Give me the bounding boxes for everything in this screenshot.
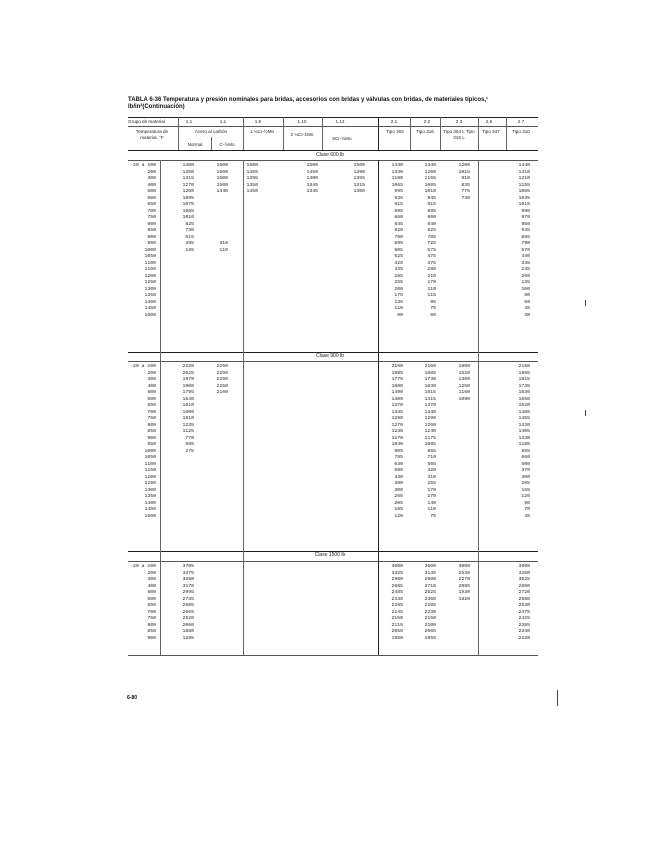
header-divider [440,117,441,150]
header-5cr: 5Cr-½Mo [332,136,352,141]
header-group-2-1: 2.1 [390,119,398,124]
col-c8-600: 1200 1015 910 835 775 730 [458,163,470,201]
class-900-rule [128,361,538,362]
col-c1-1500: 3705 3375 3280 3170 2995 2735 2685 2665 2520 2060 1880 1285 [182,564,194,641]
col-c8-900: 1800 1520 1360 1250 1160 1090 [458,364,470,402]
col-c2-600: 1500 1500 1500 1500 1440 310 110 [216,163,228,253]
body-divider [160,160,161,655]
header-top-rule [128,117,538,118]
header-divider [243,117,244,150]
table-bottom-rule [128,655,538,656]
header-carbon-steel: Acero al carbón [194,129,228,134]
header-divider [478,117,479,150]
header-group-2-6: 2.6 [485,119,493,124]
class-1500-rule [128,561,538,562]
col-c6-600: 1440 1330 1180 1065 995 935 915 895 860 845 820 780 695 605 525 420 335 285 255 200 175 135 110 80 [391,163,403,318]
header-divider [506,117,507,150]
col-c3-600: 1500 1455 1395 1350 1350 [246,163,258,194]
col-c7-900: 2160 1885 1730 1630 1515 1415 1370 1340 1290 1260 1240 1175 1085 865 710 565 420 310 255 170 170 140 110 75 [424,364,436,519]
header-group-1-9: 1.9 [254,119,262,124]
header-temperature: Temperatura de material, °F [135,129,169,140]
col-c4-600: 1500 1450 1400 1345 1345 [306,163,318,194]
header-mid-rule [128,126,538,127]
col-c7-600: 1440 1260 1155 1085 1010 945 915 895 860 840 825 785 725 575 475 375 280 210 170 110 115 95 75 50 [424,163,436,318]
col-temp-900: -20 a 100 200 300 400 500 600 650 700 750 800 850 900 950 1000 1050 1100 1150 1200 1250 1300 1350 1400 1450 1500 [130,364,156,519]
header-tipo-316: Tipo 316 [416,129,434,134]
table-title: TABLA 6-36 Temperatura y presión nominales para bridas, accesorios con bridas y válvulas con bridas, de materiales típicos,¹ lb/in²(Continuación) [128,97,489,110]
col-c8-1500: 3000 2530 2270 2085 1930 1820 [458,564,470,602]
header-group-1-12: 1.12 [335,119,345,124]
header-tipo-310: Tipo 310 [512,129,530,134]
header-divider [283,117,284,150]
header-group-2-7: 2.7 [517,119,525,124]
col-c1-600: 1480 1350 1315 1270 1200 1095 1075 1065 1010 825 730 515 395 185 [182,163,194,253]
header-group-label: Grupo de material [128,119,165,124]
header-divider [378,117,379,150]
class-600-rule [128,160,538,161]
header-divider [410,117,411,150]
header-group-1-1b: 1.1 [219,119,227,124]
col-temp-1500: -20 a 100 200 300 400 500 600 650 700 750 800 850 900 [130,564,156,641]
class-1500-label: Clase 1500 lb [314,552,346,558]
body-divider [378,160,379,655]
header-normal: Normal [187,142,203,147]
body-divider [478,160,479,655]
col-c1-900: 2220 2025 1970 1900 1795 1640 1610 1600 1510 1235 1125 770 595 275 [182,364,194,454]
class-600-label: Clase 600 lb [316,152,344,158]
header-tipo-304: Tipo 304 [386,129,404,134]
col-c5-600: 1500 1390 1355 1315 1300 [353,163,365,194]
header-divider [178,117,179,150]
page-number: 6-80 [127,695,138,701]
col-c9-600: 1440 1310 1210 1155 1085 1035 1015 990 970 950 935 885 790 570 440 335 245 200 135 100 80 60 45 30 [518,163,530,318]
col-c9-900: 2160 1965 1815 1735 1630 1550 1520 1485 1455 1430 1405 1330 1185 855 660 500 370 300 205 155 120 90 70 45 [518,364,530,519]
col-c9-1500: 3600 3280 3025 2890 2720 2580 2530 2475 2425 2385 2340 2220 [518,564,530,641]
header-group-1-10: 1.10 [297,119,307,124]
header-group-2-2: 2.2 [423,119,431,124]
header-tipo-304l-316l: Tipo 304 L Tipo 316 L [443,129,475,140]
margin-mark [585,300,586,306]
class-900-label: Clase 900 lb [316,353,344,359]
header-group-1-1a: 1.1 [185,119,193,124]
header-divider [211,137,212,150]
header-2-25cr: 2 ¼Cr-1Mo [290,132,314,137]
header-group-2-3: 2.3 [455,119,463,124]
col-c6-1500: 3600 3325 2960 2665 2485 2330 2285 2245 2150 2115 2050 1950 [391,564,403,641]
header-divider [322,117,323,150]
body-divider [243,160,244,655]
header-c-mo: C-½Mo [219,142,235,147]
header-tipo-347: Tipo 347 [482,129,500,134]
margin-mark [585,410,586,416]
header-bottom-rule [128,150,538,151]
col-temp-600: -20 a 100 200 300 400 500 600 650 700 750 800 850 900 950 1000 1050 1100 1150 1200 1250 1300 1350 1400 1450 1500 [130,163,156,318]
col-c7-1500: 3600 3145 2880 2710 2525 2360 2285 2230 2150 2100 2065 1955 [424,564,436,641]
col-c6-900: 2160 1995 1775 1600 1490 1400 1370 1345 1290 1270 1230 1170 1040 905 785 630 500 430 380 300 265 205 165 120 [391,364,403,519]
col-c2-900: 2250 2250 2250 2250 2160 [216,364,228,395]
margin-mark [557,690,558,706]
header-1-25cr: 1 ¼Cr-½Mo [249,129,275,134]
